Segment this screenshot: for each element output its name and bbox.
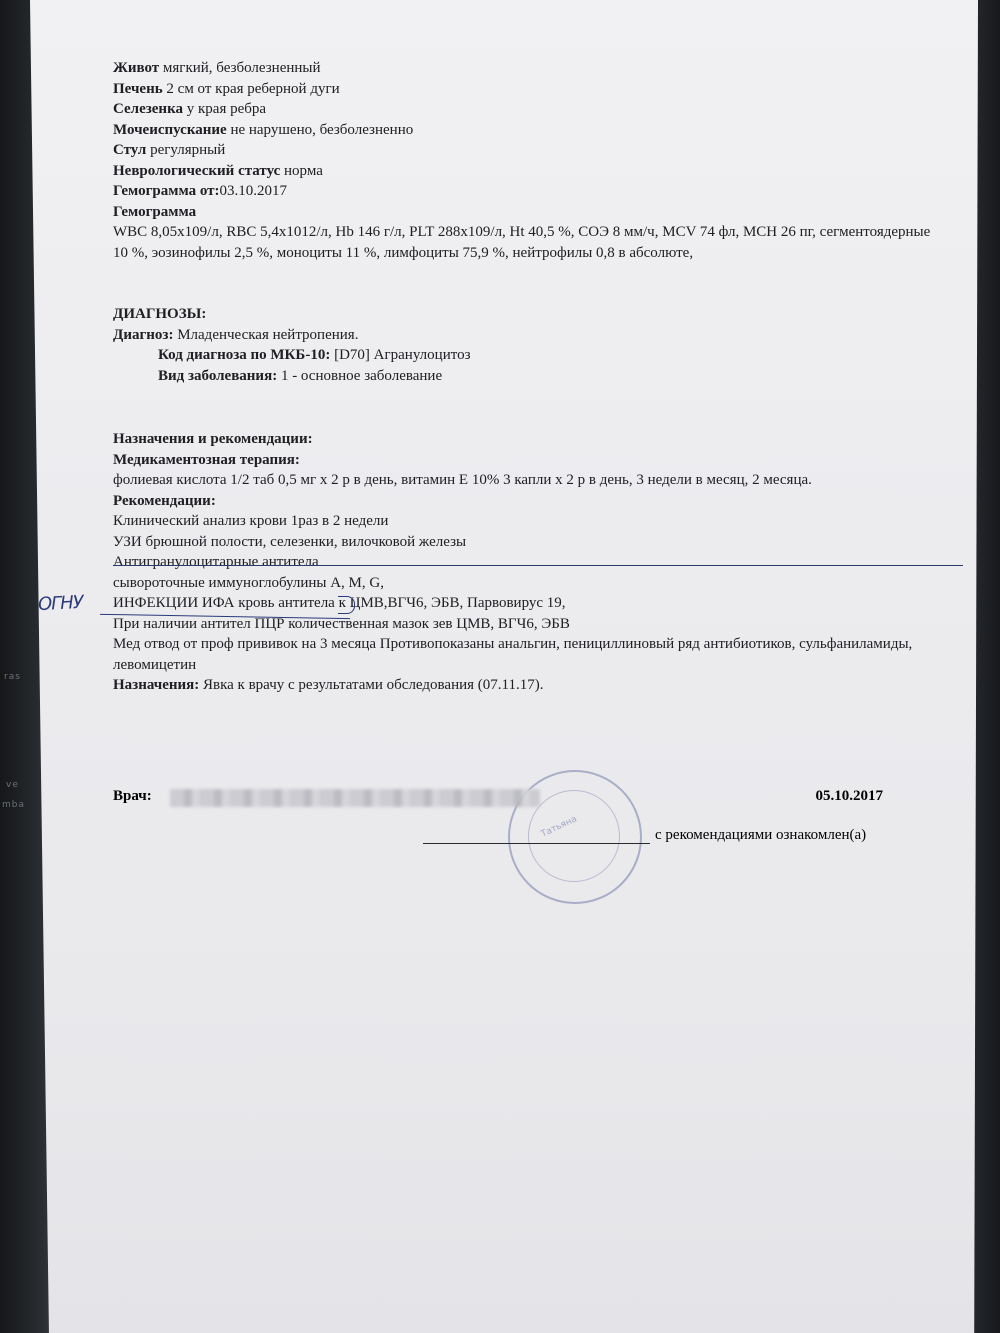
rec-item: При наличии антител ПЦР количественная мазок зев ЦМВ, ВГЧ6, ЭБВ — [113, 615, 570, 632]
hemogram-text: WBC 8,05х109/л, RBC 5,4х1012/л, Hb 146 г/л, PLT 288х109/л, Ht 40,5 %, СОЭ 8 мм/ч, MCV 74 фл, MCH 26 пг, сегментоядерные 10 %, эозинофилы 2,5 %, моноциты 11 %, лимфоциты 75,9 %, нейтрофилы 0,8 в абсолюте, — [113, 224, 931, 261]
signature-line — [423, 843, 650, 844]
therapy-label: Медикаментозная терапия: — [113, 451, 300, 468]
acknowledged-text: с рекомендациями ознакомлен(а) — [655, 827, 867, 843]
document-body — [113, 58, 933, 696]
doctor-row — [113, 788, 883, 810]
strike-line — [113, 565, 963, 566]
disease-type: Вид заболевания: 1 - основное заболевание — [158, 367, 443, 384]
handwritten-bracket — [338, 596, 355, 614]
therapy-text: фолиевая кислота 1/2 таб 0,5 мг х 2 р в день, витамин Е 10% 3 капли х 2 р в день, 3 недели в месяц, 2 месяца. — [113, 472, 812, 488]
rec-item: УЗИ брюшной полости, селезенки, вилочковой железы — [113, 533, 467, 550]
map-label: mba — [2, 800, 25, 810]
hemogram-heading: Гемограмма — [113, 203, 197, 220]
rec-item: сывороточные иммуноглобулины А, М, G, — [113, 574, 384, 591]
exam-urination: Мочеиспускание не нарушено, безболезненно — [113, 121, 414, 138]
icd-code: Код диагноза по МКБ-10: [D70] Агранулоцитоз — [158, 347, 471, 363]
map-label: ve — [6, 780, 19, 790]
exam-spleen: Селезенка у края ребра — [113, 101, 267, 117]
exam-liver: Печень 2 см от края реберной дуги — [113, 80, 340, 97]
appointment: Назначения: Явка к врачу с результатами обследования (07.11.17). — [113, 677, 544, 693]
signature-row — [423, 827, 943, 849]
document-date: 05.10.2017 — [815, 788, 883, 804]
map-label: ras — [4, 672, 21, 682]
rec-item: Клинический анализ крови 1раз в 2 недели — [113, 513, 389, 529]
rec-item-struck: Антигранулоцитарные антитела — [113, 552, 933, 573]
exam-neuro: Неврологический статус норма — [113, 162, 323, 179]
stamp-text: Татьяна — [539, 814, 579, 840]
rec-item: Мед отвод от проф прививок на 3 месяца Противопоказаны анальгин, пенициллиновый ряд антибиотиков, сульфаниламиды, левомицетин — [113, 636, 913, 673]
rec-item: ИНФЕКЦИИ ИФА кровь антитела к ЦМВ,ВГЧ6, ЭБВ, Парвовирус 19, — [113, 595, 566, 611]
rec-label: Рекомендации: — [113, 492, 216, 509]
exam-hemogram-date: Гемограмма от:03.10.2017 — [113, 183, 287, 199]
handwritten-note: ОГНУ — [37, 591, 84, 616]
diagnoses-heading: ДИАГНОЗЫ: — [113, 306, 207, 322]
redacted-doctor-name — [170, 789, 540, 807]
exam-abdomen: Живот мягкий, безболезненный — [113, 60, 321, 76]
doctor-label: Врач: — [113, 788, 152, 804]
recommendations-heading: Назначения и рекомендации: — [113, 431, 313, 447]
exam-stool: Стул регулярный — [113, 142, 226, 158]
diagnosis: Диагноз: Младенческая нейтропения. — [113, 326, 359, 343]
